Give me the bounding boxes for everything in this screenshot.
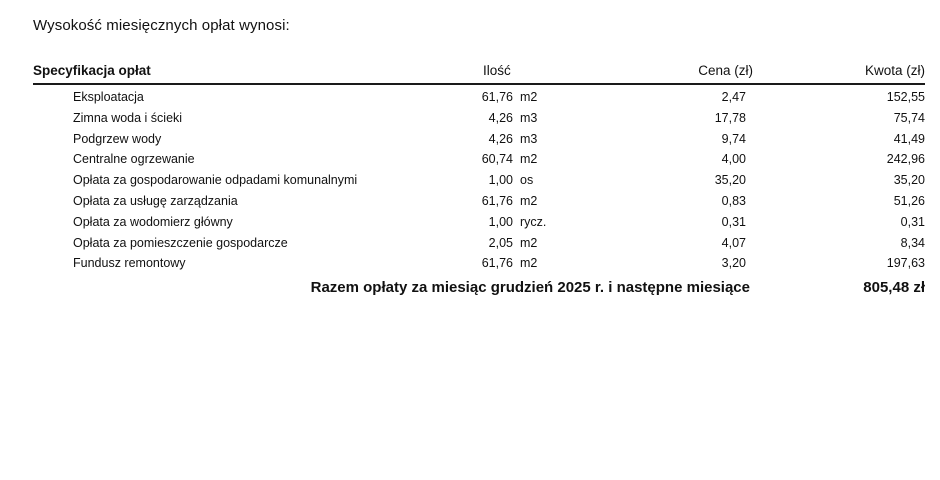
table-row [0,215,940,235]
header-qty: Ilość [483,63,511,78]
fee-unit: m3 [520,110,538,125]
total-label: Razem opłaty za miesiąc grudzień 2025 r. i następne miesiące [310,279,750,296]
fee-name: Opłata za gospodarowanie odpadami komunalnymi [73,173,358,188]
fee-price: 0,31 [721,214,746,229]
header-price: Cena (zł) [698,63,753,78]
fee-amount: 75,74 [893,110,925,125]
fee-price: 9,74 [721,131,746,146]
table-row [0,132,940,152]
table-row [0,111,940,131]
fee-price: 35,20 [714,173,746,188]
fee-name: Eksploatacja [73,90,144,104]
total-row [0,279,940,301]
fee-qty: 1,00 [488,173,513,188]
fee-name: Podgrzew wody [73,131,162,146]
fee-price: 17,78 [714,110,746,125]
fee-name: Zimna woda i ścieki [73,110,183,125]
fee-unit: m2 [520,256,538,271]
fee-amount: 41,49 [893,131,925,146]
fee-price: 0,83 [721,194,746,208]
table-row [0,236,940,256]
fee-name: Fundusz remontowy [73,256,186,271]
fee-price: 4,00 [721,152,746,167]
table-row [0,173,940,193]
fee-unit: os [520,173,534,188]
fee-unit: m3 [520,131,538,146]
table-row [0,256,940,276]
fee-unit: m2 [520,90,538,104]
fee-name: Opłata za wodomierz główny [73,214,233,229]
fee-qty: 61,76 [481,194,513,208]
fee-unit: m2 [520,235,538,250]
fee-qty: 60,74 [481,152,513,167]
header-divider [33,83,925,85]
fee-name: Centralne ogrzewanie [73,152,195,167]
fee-qty: 61,76 [481,90,513,104]
fee-amount: 197,63 [886,256,925,271]
fee-price: 3,20 [721,256,746,271]
intro-text: Wysokość miesięcznych opłat wynosi: [33,17,290,34]
fee-price: 4,07 [721,235,746,250]
table-header [33,63,925,83]
table-row [0,152,940,172]
fee-amount: 152,55 [886,90,925,104]
total-value: 805,48 zł [863,279,925,296]
table-row [0,194,940,214]
fee-qty: 4,26 [488,131,513,146]
fee-qty: 61,76 [481,256,513,271]
fee-unit: m2 [520,194,538,208]
fee-name: Opłata za usługę zarządzania [73,194,238,208]
header-spec: Specyfikacja opłat [33,63,151,78]
fee-qty: 4,26 [488,110,513,125]
fee-amount: 242,96 [886,152,925,167]
fee-amount: 35,20 [893,173,925,188]
fee-unit: m2 [520,152,538,167]
fee-qty: 2,05 [488,235,513,250]
fee-amount: 8,34 [900,235,925,250]
fee-qty: 1,00 [488,214,513,229]
fee-price: 2,47 [721,90,746,104]
fee-name: Opłata za pomieszczenie gospodarcze [73,235,288,250]
header-amount: Kwota (zł) [864,63,925,78]
fee-amount: 0,31 [900,214,925,229]
fee-amount: 51,26 [893,194,925,208]
fee-unit: rycz. [520,214,547,229]
table-row [0,90,940,110]
